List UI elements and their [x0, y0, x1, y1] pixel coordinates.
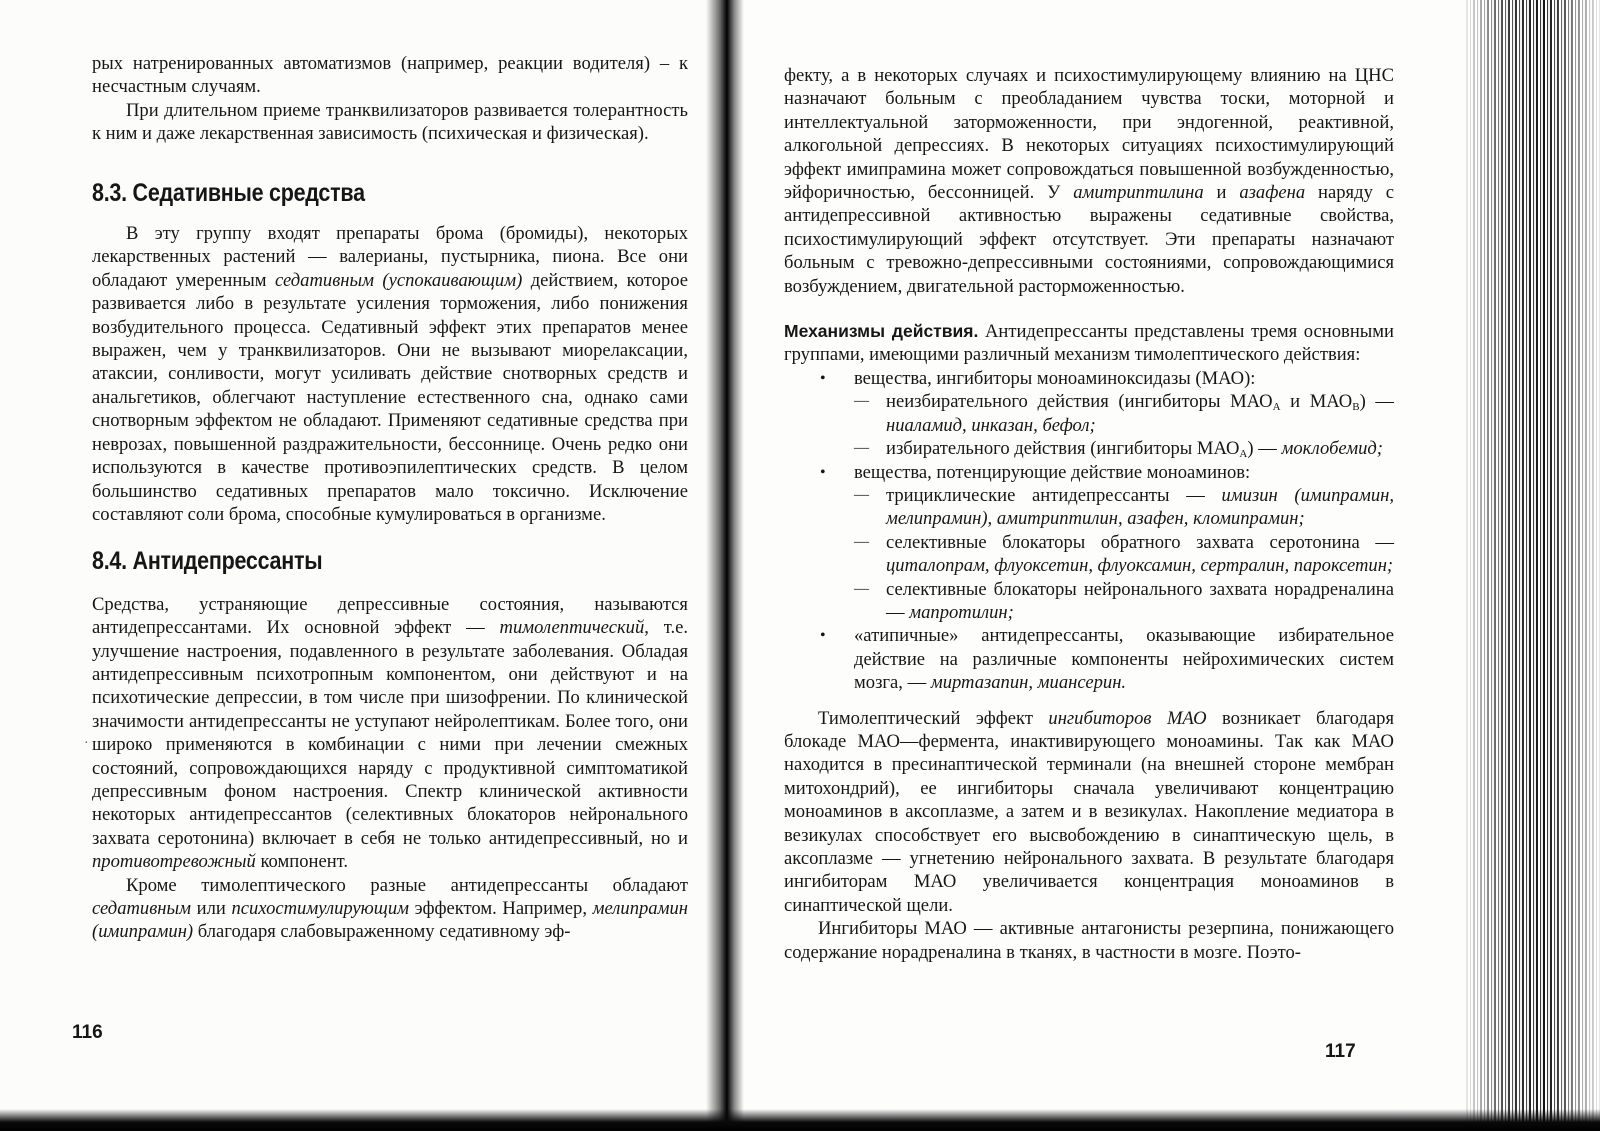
list-item: — избирательного действия (ингибиторы $МАО_A$) — моклобемид; — [886, 437, 1394, 460]
list-item: — селективные блокаторы обратного захвата серотонина — циталопрам, флуоксетин, флуоксамин, сертралин, пароксетин; — [886, 531, 1394, 578]
paragraph: рых натренированных автоматизмов (например, реакции водителя) – к несчастным случаям. — [92, 53, 688, 98]
list-item: — трициклические антидепрессанты — имизин (имипрамин, мелипрамин), амитриптилин, азафен, кломипрамин; — [886, 484, 1394, 531]
section-heading-antidepressants: 8.4. Антидепрессанты — [92, 547, 323, 576]
list-item: • «атипичные» антидепрессанты, оказывающие избирательное действие на различные компоненты нейрохимических систем мозга, — миртазапин, миансерин. — [854, 624, 1394, 694]
left-page — [0, 0, 724, 1131]
list-item: — селективные блокаторы нейронального захвата норадреналина — мапротилин; — [886, 578, 1394, 625]
paragraph: Кроме тимолептического разные антидепрессанты обладают седативным или психостимулирующим эффектом. Например, мелипрамин (имипрамин) благодаря слабовыраженному седативному эф- — [92, 874, 688, 943]
mechanism-list — [784, 367, 1394, 695]
sub-list — [854, 390, 1394, 460]
section-heading-sedatives: 8.3. Седативные средства — [92, 178, 365, 207]
book-gutter-shadow — [706, 0, 744, 1131]
paragraph: Тимолептический эффект ингибиторов МАО возникает благодаря блокаде МАО—фермента, инактивирующего моноамины. Так как МАО находится в пресинаптической терминали (на внешней стороне мембран митохондрий), ее ингибиторы сначала увеличивают концентрацию моноаминов в аксоплазме, а затем и в везикулах. Накопление медиатора в везикулах способствует его высвобождению в синаптическую щель, в аксоплазме — угнетению нейронального захвата. В результате благодаря ингибиторам МАО увеличивается концентрация моноаминов в синаптической щели. — [784, 707, 1394, 916]
list-item: • вещества, потенцирующие действие моноаминов: — трициклические антидепрессанты — имизин (имипрамин, мелипрамин), амитриптилин, азафен, кломипрамин; — селективные блокаторы обратного захвата серотонина — циталопрам, флуоксетин, флуоксамин, сертралин, пароксетин; — селективные блокаторы нейронального захвата норадреналина — мапротилин; — [854, 461, 1394, 625]
paragraph-mechanisms: Механизмы действия. Антидепрессанты представлены тремя основными группами, имеющими различный механизм тимолептического действия: — [784, 321, 1394, 366]
paragraph: В эту группу входят препараты брома (бромиды), некоторых лекарственных растений — валерианы, пустырника, пиона. Все они обладают умеренным седативным (успокаивающим) действием, которое развивается либо в результате усиления торможения, либо понижения возбудительного процесса. Седативный эффект этих препаратов менее выражен, чем у транквилизаторов. Они не вызывают миорелаксации, атаксии, сонливости, могут усиливать действие снотворных средств и анальгетиков, облегчают наступление естественного сна, однако сами снотворным эффектом не обладают. Применяют седативные средства при неврозах, повышенной раздражительности, бессоннице. Очень редко они используются в качестве противоэпилептических средств. В целом большинство седативных препаратов мало токсично. Исключение составляют соли брома, способные кумулироваться в организме. — [92, 223, 688, 525]
book-page-edges-highlight — [1466, 0, 1600, 1131]
page-number: 116 — [72, 1022, 103, 1043]
paragraph: фекту, а в некоторых случаях и психостимулирующему влиянию на ЦНС назначают больным с преобладанием чувства тоски, моторной и интеллектуальной заторможенности, при эндогенной, реактивной, алкогольной депрессиях. В некоторых ситуациях психостимулирующий эффект имипрамина может сопровождаться повышенной возбужденностью, эйфоричностью, бессонницей. У амитриптилина и азафена наряду с антидепрессивной активностью выражены седативные свойства, психостимулирующий эффект отсутствует. Эти препараты назначают больным с тревожно-депрессивными состояниями, сопровождающимися возбуждением, двигательной расторможенностью. — [784, 65, 1394, 297]
page-number: 117 — [1325, 1041, 1356, 1062]
paragraph: Ингибиторы МАО — активные антагонисты резерпина, понижающего содержание норадреналина в тканях, в частности в мозге. Поэто- — [784, 918, 1394, 963]
paragraph: При длительном приеме транквилизаторов развивается толерантность к ним и даже лекарственная зависимость (психическая и физическая). — [92, 99, 688, 145]
scan-bottom-shadow — [0, 1109, 1600, 1131]
right-text-column — [784, 64, 1394, 964]
paragraph: Средства, устраняющие депрессивные состояния, называются антидепрессантами. Их основной эффект — тимолептический, т.е. улучшение настроения, подавленного в результате заболевания. Обладая антидепрессивным психотропным компонентом, они действуют и на психотические депрессии, в том числе при шизофрении. По клинической значимости антидепрессанты не уступают нейролептикам. Более того, они широко применяются в комбинации с ними при лечении смежных состояний, сопровождающихся наряду с продуктивной симптоматикой депрессивным фоном настроения. Спектр клинической активности некоторых антидепрессантов (селективных блокаторов нейронального захвата серотонина) включает в себя не только антидепрессивный, но и противотревожный компонент. — [92, 593, 688, 873]
scan-mark: · — [84, 736, 89, 751]
sub-list — [854, 484, 1394, 624]
list-item: • вещества, ингибиторы моноаминоксидазы (МАО): — неизбирательного действия (ингибиторы $МАО_A$ и $МАО_B$) — ниаламид, инказан, бефол; — избирательного действия (ингибиторы $МАО_A$) — моклобемид; — [854, 367, 1394, 461]
left-text-column — [92, 52, 688, 944]
list-item: — неизбирательного действия (ингибиторы $МАО_A$ и $МАО_B$) — ниаламид, инказан, бефол; — [886, 390, 1394, 437]
